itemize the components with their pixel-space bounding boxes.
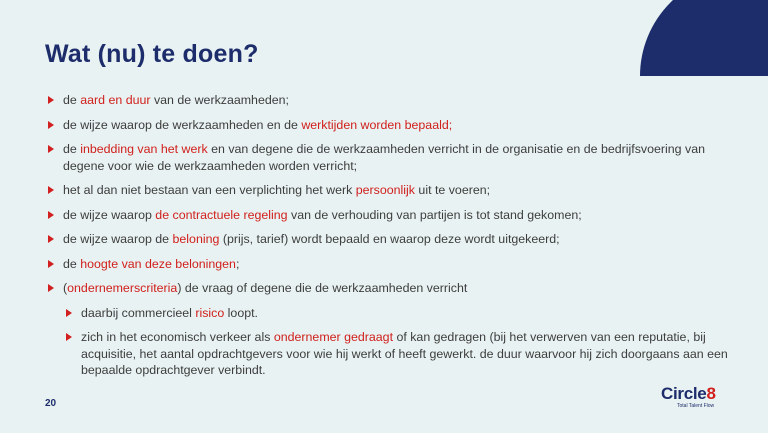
bullet-text: (prijs, tarief) wordt bepaald en waarop deze wordt uitgekeerd; (219, 232, 560, 246)
bullet-text: ) de vraag of degene die de werkzaamheden verricht (177, 281, 468, 295)
highlight-text: beloning (172, 232, 220, 246)
highlight-text: werktijden worden bepaald; (301, 117, 453, 132)
corner-decoration (640, 0, 768, 76)
bullet-text: de (63, 142, 81, 156)
highlight-text: inbedding van het werk (80, 142, 208, 156)
logo-wordmark: Circle8 (661, 384, 716, 403)
highlight-text: ondernemer gedraagt (273, 330, 394, 344)
bullet-text: uit te voeren; (414, 183, 491, 197)
bullet-item (45, 182, 735, 199)
bullet-text: en van degene die de werkzaamheden verricht in de organisatie en de bedrijfsvoering van degene voor wie de werkzaamheden worden verricht; (63, 142, 705, 173)
bullet-list (45, 92, 735, 387)
bullet-text: daarbij commercieel (81, 305, 196, 320)
bullet-text: zich in het economisch verkeer als (81, 330, 274, 344)
bullet-item (45, 231, 735, 248)
bullet-text: de wijze waarop (63, 207, 156, 222)
bullet-text: de (63, 256, 81, 271)
bullet-item (45, 256, 735, 273)
bullet-item (45, 117, 735, 134)
highlight-text: persoonlijk (355, 183, 415, 197)
bullet-item (45, 207, 735, 224)
logo-tagline: Total Talent Flow (677, 403, 715, 409)
bullet-item (45, 92, 735, 109)
page-number: 20 (45, 398, 57, 409)
highlight-text: ondernemerscriteria (67, 281, 178, 295)
bullet-text: of kan gedragen (bij het verwerven van een reputatie, bij acquisitie, het aantal opdrachtgevers voor wie hij werkt of heeft gewerkt. de duur waarvoor hij zich doorgaans aan een bepaalde opdrachtgever verbindt. (81, 330, 728, 377)
circle8-logo (661, 385, 731, 415)
sub-bullet-item (63, 305, 735, 322)
bullet-text: de (63, 93, 81, 107)
sub-bullet-list (63, 305, 735, 379)
bullet-text: ; (235, 256, 240, 271)
bullet-text: ( (63, 281, 68, 295)
highlight-text: hoogte van deze beloningen (80, 256, 236, 271)
bullet-text: van de verhouding van partijen is tot stand gekomen; (287, 207, 582, 222)
sub-bullet-item (63, 329, 735, 379)
bullet-text: de wijze waarop de (63, 232, 173, 246)
highlight-text: risico (195, 305, 225, 320)
highlight-text: de contractuele regeling (155, 207, 288, 222)
highlight-text: aard en duur (80, 93, 151, 107)
bullet-text: de wijze waarop de werkzaamheden en de (63, 117, 302, 132)
bullet-item (45, 141, 735, 174)
bullet-text: loopt. (224, 305, 258, 320)
bullet-item (45, 280, 735, 379)
bullet-text: het al dan niet bestaan van een verplichting het werk (63, 183, 356, 197)
bullet-text: van de werkzaamheden; (150, 93, 289, 107)
slide-title: Wat (nu) te doen? (45, 40, 259, 68)
